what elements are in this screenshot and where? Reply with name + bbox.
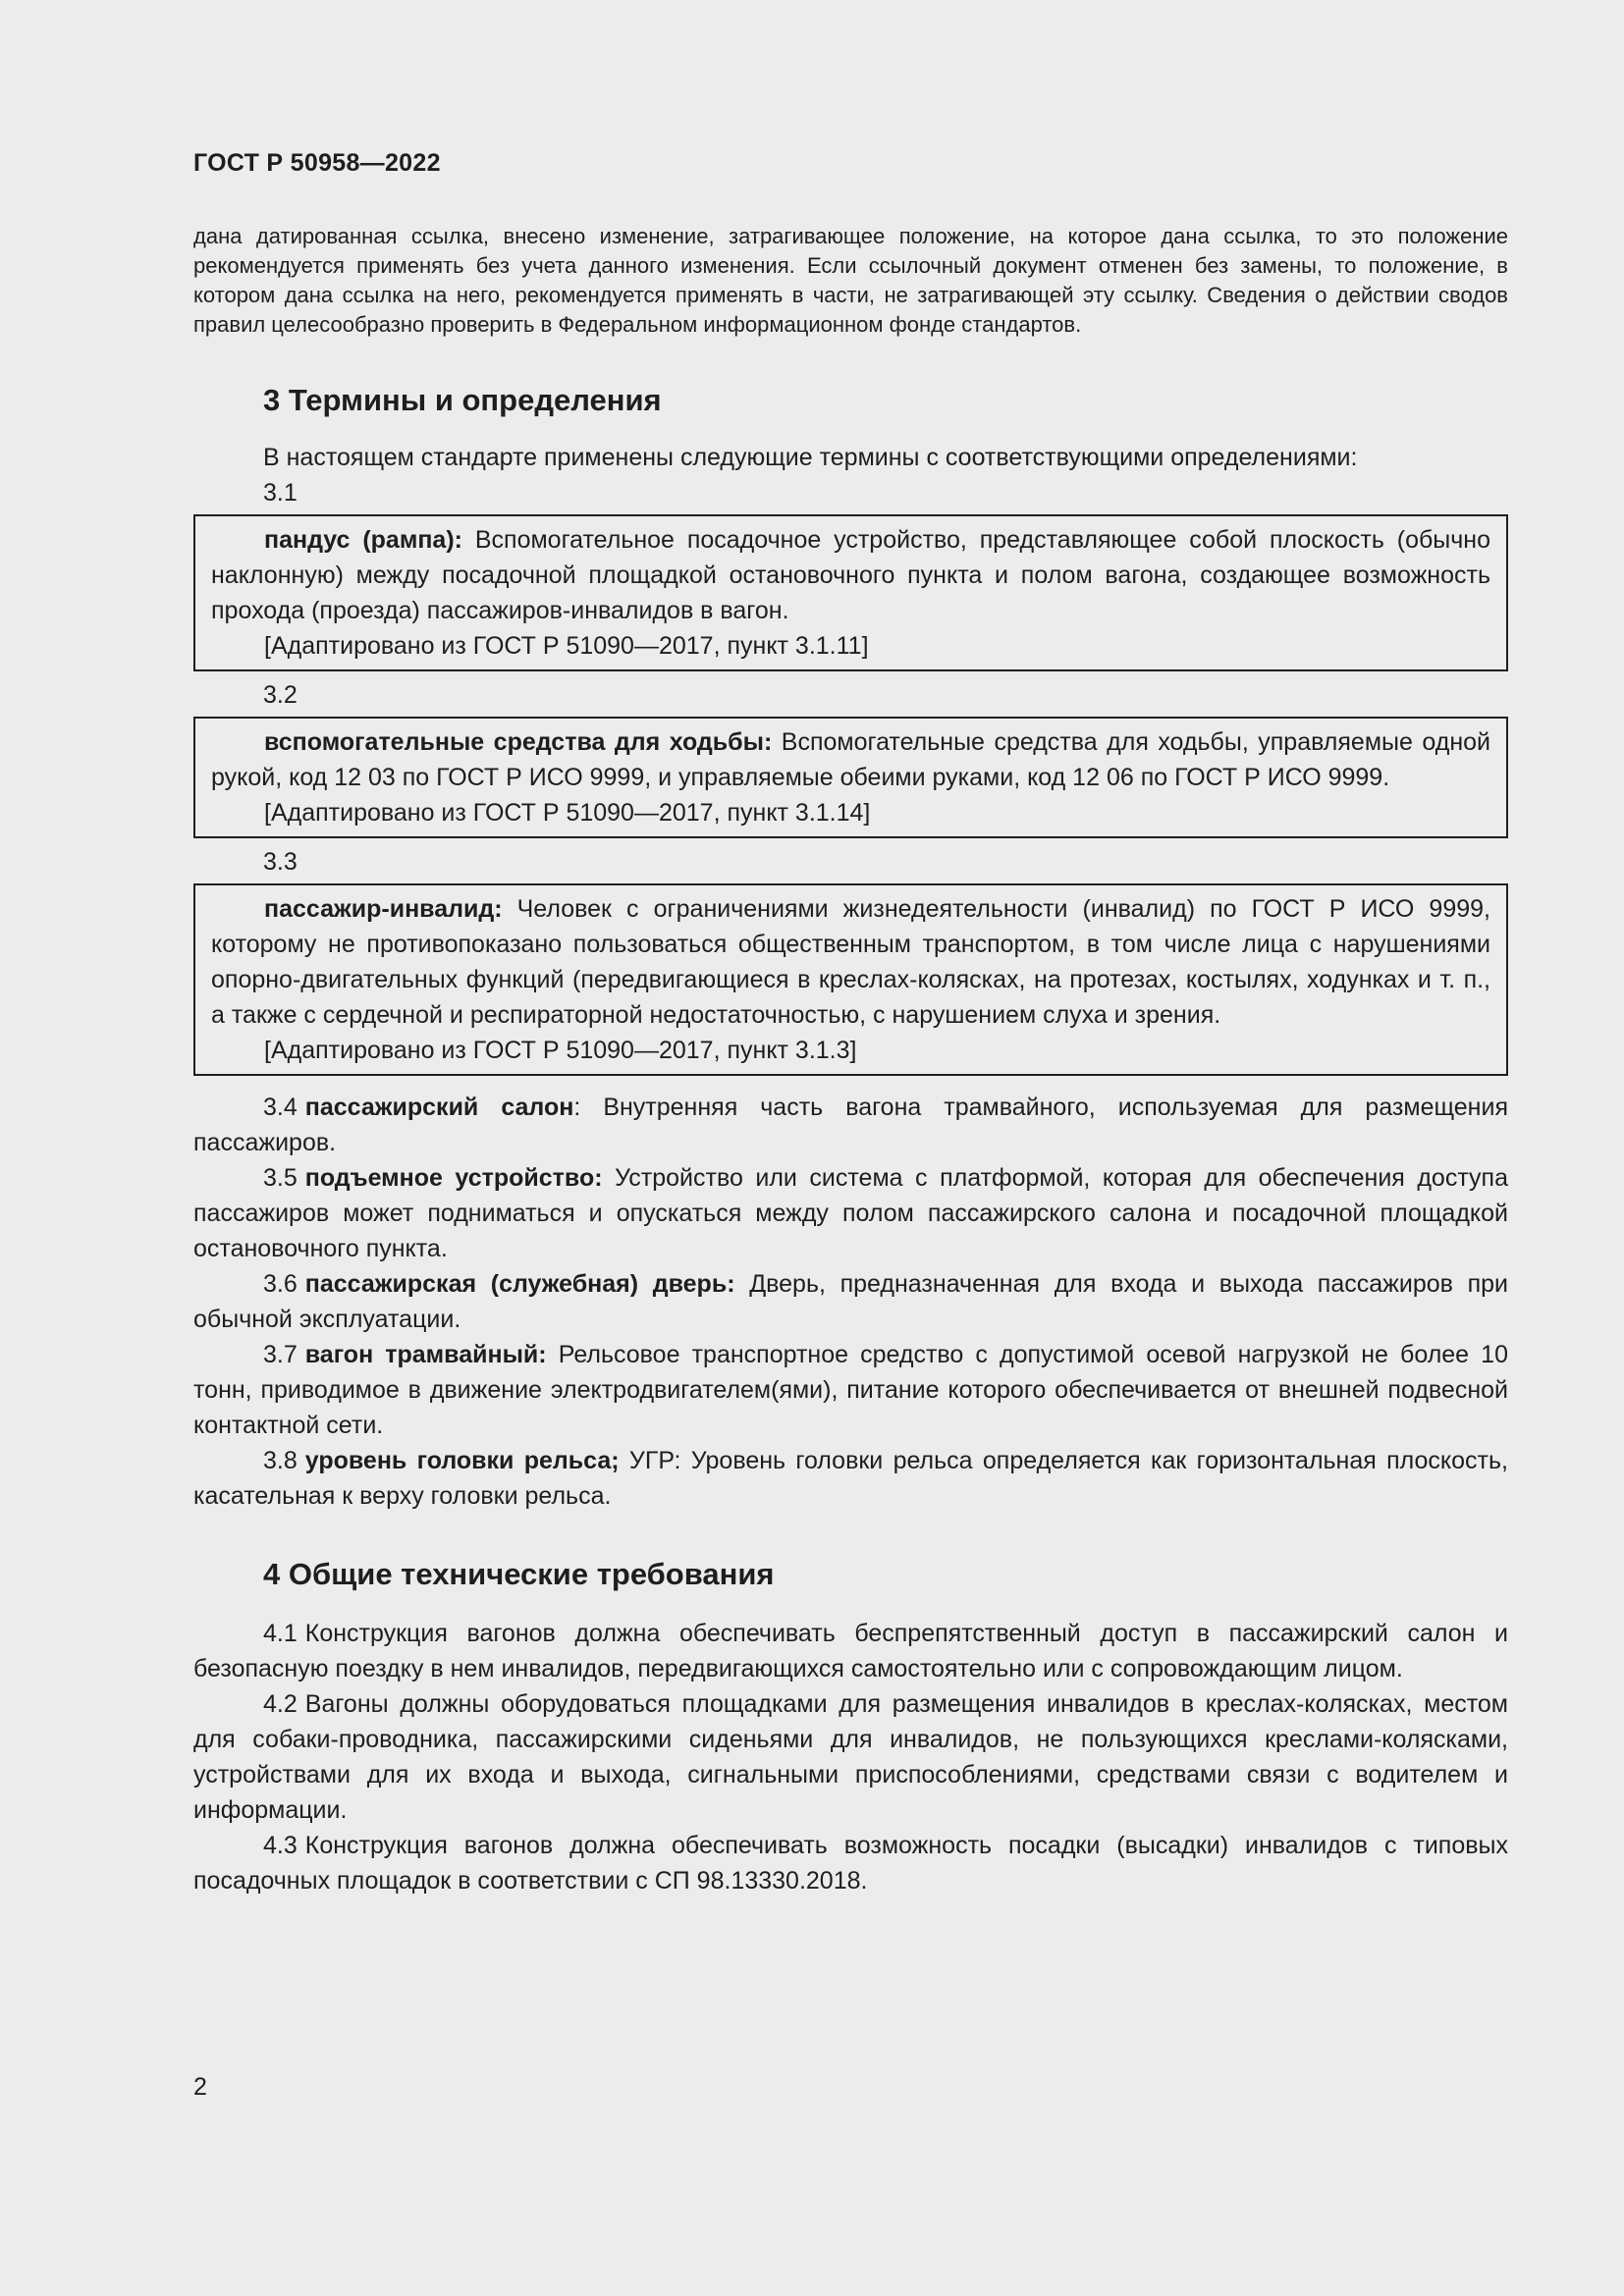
term-number: 3.3 xyxy=(263,848,298,876)
term-source: [Адаптировано из ГОСТ Р 51090—2017, пункт 3.1.11] xyxy=(264,632,869,660)
term-number: 3.5 xyxy=(263,1164,298,1192)
term-definition: Вспомогательные средства для ходьбы, управляемые одной рукой, код 12 03 по ГОСТ Р ИСО 9999, и управляемые обеими руками, код 12 06 по ГОСТ Р ИСО 9999. xyxy=(211,728,1490,791)
term-source: [Адаптировано из ГОСТ Р 51090—2017, пункт 3.1.14] xyxy=(264,799,871,827)
term-definition: Рельсовое транспортное средство с допустимой осевой нагрузкой не более 10 тонн, приводимое в движение электродвигателем(ями), питание которого обеспечивается от внешней подвесной контактной сети. xyxy=(193,1341,1508,1439)
term-paragraph xyxy=(193,1160,1508,1266)
term-name: подъемное устройство: xyxy=(304,1164,603,1192)
term-name: вспомогательные средства для ходьбы: xyxy=(264,728,773,756)
term-definition: : Внутренняя часть вагона трамвайного, используемая для размещения пассажиров. xyxy=(193,1094,1508,1156)
term-source: [Адаптировано из ГОСТ Р 51090—2017, пункт 3.1.3] xyxy=(264,1037,857,1064)
section-3-title: 3 Термины и определения xyxy=(263,383,662,417)
term-paragraph xyxy=(193,1090,1508,1160)
term-definition: Человек с ограничениями жизнедеятельности (инвалид) по ГОСТ Р ИСО 9999, которому не противопоказано пользоваться общественным транспортом, в том числе лица с нарушениями опорно-двигательных функций (передвигающиеся в креслах-колясках, на протезах, костылях, ходунках и т. п., а также с сердечной и респираторной недостаточностью, с нарушением слуха и зрения. xyxy=(211,895,1490,1029)
term-paragraph xyxy=(193,1337,1508,1443)
paragraph-number: 4.1 xyxy=(263,1620,298,1647)
term-definition-paragraph xyxy=(211,724,1490,795)
term-number: 3.6 xyxy=(263,1270,298,1298)
term-definition: Вспомогательное посадочное устройство, представляющее собой плоскость (обычно наклонную) между посадочной площадкой остановочного пункта и полом вагона, создающее возможность прохода (проезда) пассажиров-инвалидов в вагон. xyxy=(211,526,1490,624)
term-definition: УГР: Уровень головки рельса определяется как горизонтальная плоскость, касательная к верху головки рельса. xyxy=(193,1447,1508,1510)
term-name: пассажир-инвалид: xyxy=(264,895,503,923)
term-definition-paragraph xyxy=(211,522,1490,628)
requirement-paragraph xyxy=(193,1616,1508,1686)
term-box xyxy=(193,514,1508,671)
term-paragraph xyxy=(193,1266,1508,1337)
term-number: 3.1 xyxy=(263,479,298,507)
term-number: 3.4 xyxy=(263,1094,298,1121)
term-box xyxy=(193,717,1508,838)
page-content xyxy=(193,222,1508,1898)
paragraph-text: Вагоны должны оборудоваться площадками для размещения инвалидов в креслах-колясках, местом для собаки-проводника, пассажирскими сиденьями для инвалидов, не пользующихся креслами-колясками, устройствами для их входа и выхода, сигнальными приспособлениями, средствами связи с водителем и информации. xyxy=(193,1690,1508,1824)
requirement-paragraph xyxy=(193,1828,1508,1898)
paragraph-number: 4.3 xyxy=(263,1832,298,1859)
term-number: 3.7 xyxy=(263,1341,298,1368)
paragraph-text: Конструкция вагонов должна обеспечивать возможность посадки (высадки) инвалидов с типовых посадочных площадок в соответствии с СП 98.13330.2018. xyxy=(193,1832,1508,1895)
section-4-title: 4 Общие технические требования xyxy=(263,1557,775,1591)
term-definition: Дверь, предназначенная для входа и выхода пассажиров при обычной эксплуатации. xyxy=(193,1270,1509,1333)
paragraph-text: Конструкция вагонов должна обеспечивать беспрепятственный доступ в пассажирский салон и безопасную поездку в нем инвалидов, передвигающихся самостоятельно или с сопровождающим лицом. xyxy=(193,1620,1508,1682)
term-name: вагон трамвайный: xyxy=(304,1341,547,1368)
document-code-header: ГОСТ Р 50958—2022 xyxy=(193,149,441,177)
term-definition: Устройство или система с платформой, которая для обеспечения доступа пассажиров может подниматься и опускаться между полом пассажирского салона и посадочной площадкой остановочного пункта. xyxy=(193,1164,1508,1262)
term-name: пандус (рампа): xyxy=(264,526,462,554)
term-number: 3.2 xyxy=(263,681,298,709)
term-paragraph xyxy=(193,1443,1508,1514)
intro-paragraph: дана датированная ссылка, внесено изменение, затрагивающее положение, на которое дана ссылка, то это положение рекомендуется применять без учета данного изменения. Если ссылочный документ отменен без замены, то положение, в котором дана ссылка на него, рекомендуется применять в части, не затрагивающей эту ссылку. Сведения о действии сводов правил целесообразно проверить в Федеральном информационном фонде стандартов. xyxy=(193,224,1508,337)
term-definition-paragraph xyxy=(211,891,1490,1033)
term-number: 3.8 xyxy=(263,1447,298,1474)
term-name: пассажирский салон xyxy=(304,1094,574,1121)
page-number: 2 xyxy=(193,2073,207,2101)
section-3-lead: В настоящем стандарте применены следующие термины с соответствующими определениями: xyxy=(263,444,1358,471)
term-name: уровень головки рельса; xyxy=(304,1447,620,1474)
term-box xyxy=(193,883,1508,1076)
requirement-paragraph xyxy=(193,1686,1508,1828)
paragraph-number: 4.2 xyxy=(263,1690,298,1718)
term-name: пассажирская (служебная) дверь: xyxy=(304,1270,735,1298)
